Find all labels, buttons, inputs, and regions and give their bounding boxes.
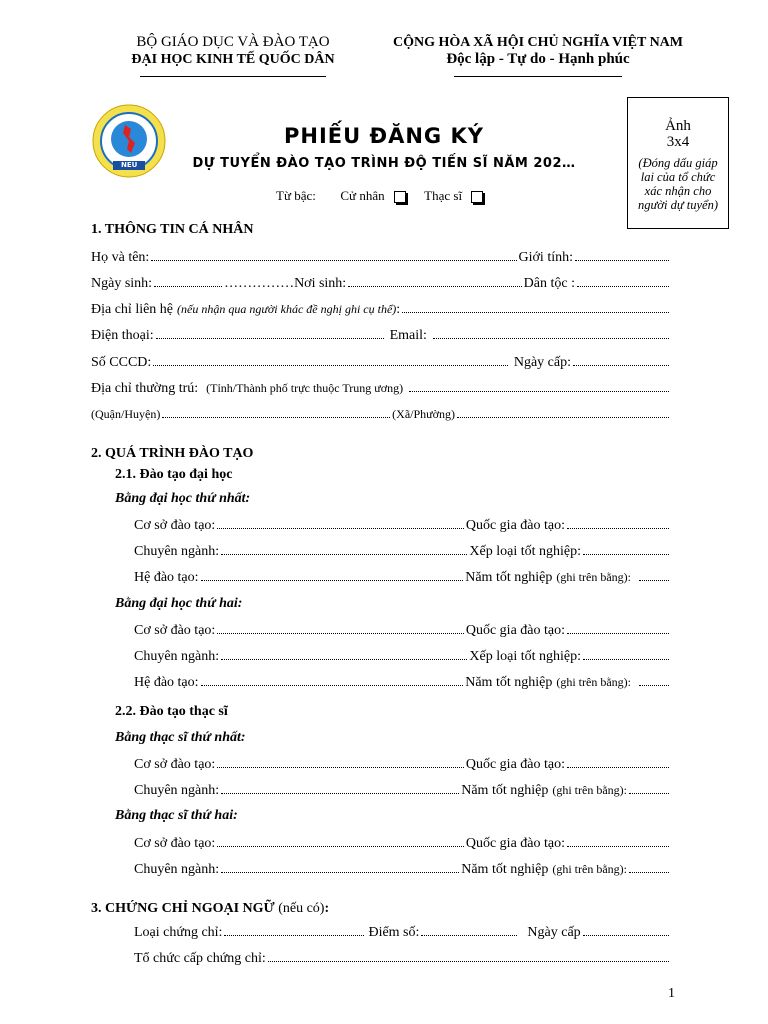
m2-major-row bbox=[134, 861, 671, 879]
b1-grad-year-label: Năm tốt nghiệp bbox=[465, 570, 553, 585]
left-header-rule bbox=[140, 76, 326, 77]
bachelor1-heading: Bằng đại học thứ nhất: bbox=[115, 491, 251, 506]
b2-major-label: Chuyên ngành: bbox=[134, 649, 220, 664]
cccd-label: Số CCCD: bbox=[91, 355, 152, 370]
b1-mode-row bbox=[134, 569, 671, 587]
m2-grad-year-field[interactable] bbox=[629, 861, 669, 873]
b1-major-field[interactable] bbox=[221, 543, 467, 555]
photo-note: (Đóng dấu giáp lai của tổ chức xác nhận cho người dự tuyển) bbox=[637, 156, 718, 212]
language-title-text: 3. CHỨNG CHỈ NGOẠI NGỮ bbox=[91, 901, 275, 916]
b2-mode-label: Hệ đào tạo: bbox=[134, 675, 199, 690]
pob-label: Nơi sinh: bbox=[294, 276, 347, 291]
district-label: (Quận/Huyện) bbox=[91, 407, 161, 421]
ministry-header bbox=[118, 34, 348, 68]
b1-country-label: Quốc gia đào tạo: bbox=[465, 518, 565, 533]
m2-institution-row bbox=[134, 835, 671, 853]
from-level-label: Từ bậc: bbox=[276, 188, 316, 203]
b1-mode-field[interactable] bbox=[201, 569, 464, 581]
b1-grad-year-field[interactable] bbox=[639, 569, 669, 581]
contact-note: (nếu nhận qua người khác đề nghị ghi cụ thể) bbox=[177, 302, 397, 316]
bachelor2-heading: Bằng đại học thứ hai: bbox=[115, 596, 243, 611]
b1-major-row bbox=[134, 543, 671, 561]
master-checkbox[interactable] bbox=[471, 191, 483, 203]
m1-country-label: Quốc gia đào tạo: bbox=[465, 757, 565, 772]
photo-placeholder bbox=[627, 97, 729, 229]
cccd-field[interactable] bbox=[153, 354, 508, 366]
issuer-label: Tổ chức cấp chứng chỉ: bbox=[134, 951, 266, 966]
district-field[interactable] bbox=[162, 406, 390, 418]
b2-grade-field[interactable] bbox=[583, 648, 669, 660]
b1-country-field[interactable] bbox=[567, 517, 669, 529]
language-title-note: (nếu có) bbox=[278, 901, 325, 916]
form-subtitle: DỰ TUYỂN ĐÀO TẠO TRÌNH ĐỘ TIẾN SĨ NĂM 202… bbox=[192, 156, 576, 171]
motto: Độc lập - Tự do - Hạnh phúc bbox=[446, 51, 630, 67]
gender-field[interactable] bbox=[575, 249, 669, 261]
b1-grade-label: Xếp loại tốt nghiệp: bbox=[469, 544, 581, 559]
b1-institution-field[interactable] bbox=[217, 517, 464, 529]
cert-date-label: Ngày cấp bbox=[527, 925, 581, 940]
b2-grad-year-field[interactable] bbox=[639, 674, 669, 686]
province-field[interactable] bbox=[409, 380, 669, 392]
b2-major-field[interactable] bbox=[221, 648, 467, 660]
master1-heading: Bằng thạc sĩ thứ nhất: bbox=[115, 730, 246, 745]
m1-grad-year-label: Năm tốt nghiệp bbox=[461, 783, 549, 798]
phone-field[interactable] bbox=[156, 327, 384, 339]
dob-field[interactable] bbox=[154, 275, 222, 287]
row-phone-email bbox=[91, 327, 671, 345]
b2-country-field[interactable] bbox=[567, 622, 669, 634]
photo-label: Ảnh bbox=[665, 118, 691, 134]
name-field[interactable] bbox=[151, 249, 516, 261]
score-field[interactable] bbox=[421, 924, 517, 936]
m1-institution-field[interactable] bbox=[217, 756, 464, 768]
b1-mode-label: Hệ đào tạo: bbox=[134, 570, 199, 585]
b1-major-label: Chuyên ngành: bbox=[134, 544, 220, 559]
ward-label: (Xã/Phường) bbox=[392, 407, 455, 421]
undergrad-subtitle: 2.1. Đào tạo đại học bbox=[115, 467, 233, 482]
m1-grad-year-field[interactable] bbox=[629, 782, 669, 794]
ethnic-field[interactable] bbox=[577, 275, 669, 287]
score-label: Điểm số: bbox=[368, 925, 420, 940]
m1-institution-label: Cơ sở đào tạo: bbox=[134, 757, 216, 772]
b2-institution-field[interactable] bbox=[217, 622, 464, 634]
m2-major-label: Chuyên ngành: bbox=[134, 862, 220, 877]
b1-grade-field[interactable] bbox=[583, 543, 669, 555]
m2-institution-field[interactable] bbox=[217, 835, 464, 847]
b2-grade-label: Xếp loại tốt nghiệp: bbox=[469, 649, 581, 664]
from-level-row bbox=[276, 188, 483, 204]
issuer-row bbox=[134, 950, 671, 968]
b2-major-row bbox=[134, 648, 671, 666]
permanent-address-label: Địa chỉ thường trú: bbox=[91, 381, 199, 396]
province-note: (Tỉnh/Thành phố trực thuộc Trung ương) bbox=[206, 381, 404, 395]
section-language-title bbox=[91, 901, 329, 917]
issue-date-field[interactable] bbox=[573, 354, 669, 366]
masters-subtitle: 2.2. Đào tạo thạc sĩ bbox=[115, 704, 228, 719]
row-permanent-address bbox=[91, 380, 671, 398]
m2-country-label: Quốc gia đào tạo: bbox=[465, 836, 565, 851]
name-label: Họ và tên: bbox=[91, 250, 150, 265]
section-personal-info-title: 1. THÔNG TIN CÁ NHÂN bbox=[91, 222, 254, 237]
contact-colon: : bbox=[396, 302, 401, 317]
row-cccd bbox=[91, 354, 671, 372]
b2-mode-field[interactable] bbox=[201, 674, 464, 686]
b1-institution-label: Cơ sở đào tạo: bbox=[134, 518, 216, 533]
university-name: ĐẠI HỌC KINH TẾ QUỐC DÂN bbox=[131, 52, 335, 67]
row-district-ward bbox=[91, 406, 671, 424]
country-name: CỘNG HÒA XÃ HỘI CHỦ NGHĨA VIỆT NAM bbox=[392, 35, 683, 50]
form-title: PHIẾU ĐĂNG KÝ bbox=[284, 124, 484, 148]
m1-institution-row bbox=[134, 756, 671, 774]
cert-date-field[interactable] bbox=[583, 924, 669, 936]
m1-major-label: Chuyên ngành: bbox=[134, 783, 220, 798]
section-training-title: 2. QUÁ TRÌNH ĐÀO TẠO bbox=[91, 446, 254, 461]
row-dob-pob-ethnic bbox=[91, 275, 671, 293]
m2-grad-year-label: Năm tốt nghiệp bbox=[461, 862, 549, 877]
m2-country-field[interactable] bbox=[567, 835, 669, 847]
dob-label: Ngày sinh: bbox=[91, 276, 153, 291]
phone-label: Điện thoại: bbox=[91, 328, 154, 343]
b2-institution-row bbox=[134, 622, 671, 640]
national-header bbox=[380, 34, 696, 68]
b2-grad-year-label: Năm tốt nghiệp bbox=[465, 675, 553, 690]
email-label: Email: bbox=[389, 328, 427, 343]
dob-dots: …………… bbox=[224, 276, 295, 291]
bachelor-checkbox[interactable] bbox=[394, 191, 406, 203]
b2-institution-label: Cơ sở đào tạo: bbox=[134, 623, 216, 638]
ward-field[interactable] bbox=[457, 406, 669, 418]
b2-country-label: Quốc gia đào tạo: bbox=[465, 623, 565, 638]
right-header-rule bbox=[454, 76, 622, 77]
photo-size: 3x4 bbox=[666, 134, 690, 150]
ethnic-label: Dân tộc : bbox=[523, 276, 575, 291]
master-option-label: Thạc sĩ bbox=[424, 188, 463, 203]
contact-label: Địa chỉ liên hệ bbox=[91, 302, 174, 317]
pob-field[interactable] bbox=[348, 275, 521, 287]
gender-label: Giới tính: bbox=[518, 250, 573, 265]
m2-major-field[interactable] bbox=[221, 861, 459, 873]
m1-country-field[interactable] bbox=[567, 756, 669, 768]
row-name-gender bbox=[91, 249, 671, 267]
email-field[interactable] bbox=[433, 327, 669, 339]
issuer-field[interactable] bbox=[268, 950, 669, 962]
cert-type-field[interactable] bbox=[224, 924, 364, 936]
bachelor-option-label: Cử nhân bbox=[340, 188, 385, 203]
language-title-colon: : bbox=[324, 901, 330, 916]
b1-grad-note: (ghi trên bằng): bbox=[556, 570, 631, 584]
cert-row bbox=[134, 924, 671, 942]
m1-major-field[interactable] bbox=[221, 782, 459, 794]
row-contact-address bbox=[91, 301, 671, 319]
ministry-name: BỘ GIÁO DỤC VÀ ĐÀO TẠO bbox=[136, 34, 330, 50]
b2-grad-note: (ghi trên bằng): bbox=[556, 675, 631, 689]
master2-heading: Bằng thạc sĩ thứ hai: bbox=[115, 808, 238, 823]
m2-grad-note: (ghi trên bằng): bbox=[552, 862, 627, 876]
page-number: 1 bbox=[668, 986, 675, 1001]
university-logo-icon bbox=[91, 103, 167, 179]
b1-institution-row bbox=[134, 517, 671, 535]
contact-field[interactable] bbox=[402, 301, 669, 313]
m2-institution-label: Cơ sở đào tạo: bbox=[134, 836, 216, 851]
b2-mode-row bbox=[134, 674, 671, 692]
m1-grad-note: (ghi trên bằng): bbox=[552, 783, 627, 797]
m1-major-row bbox=[134, 782, 671, 800]
issue-date-label: Ngày cấp: bbox=[513, 355, 571, 370]
cert-type-label: Loại chứng chỉ: bbox=[134, 925, 223, 940]
logo-sub-text: NEU bbox=[121, 161, 138, 169]
